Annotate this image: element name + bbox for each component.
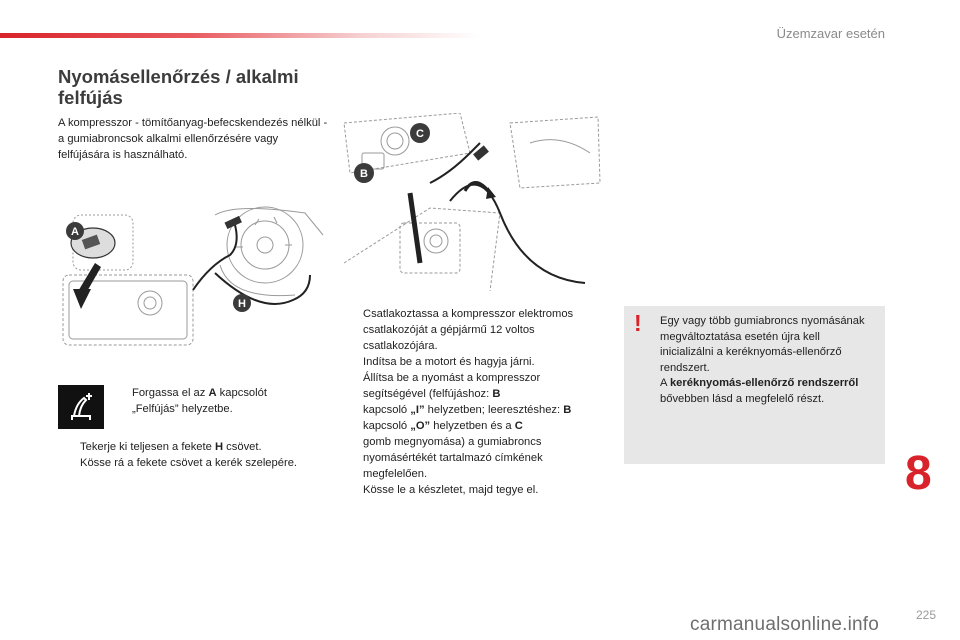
- compressor-wheel-illustration: [55, 205, 325, 355]
- inflation-mode-icon: [58, 385, 104, 429]
- header-accent-bar: [0, 33, 480, 38]
- warning-text: Egy vagy több gumiabroncs nyomásának megváltoztatása esetén újra kell inicializálni a keréknyomás-ellenőrző rendszert. A keréknyomás-ellenőrző rendszerről bővebben lásd a megfelelő részt.: [660, 315, 865, 405]
- warning-icon: !: [634, 310, 642, 336]
- page-heading: Nyomásellenőrzés / alkalmi felfújás: [58, 66, 299, 108]
- switch-step: [110, 385, 280, 417]
- bullet-marker-icon: [58, 455, 80, 471]
- list-item: Csatlakoztassa a kompresszor elektromos csatlakozóját a gépjármű 12 voltos csatlakozójára.: [341, 306, 606, 354]
- list-item: Kösse rá a fekete csövet a kerék szelepére.: [58, 455, 333, 471]
- page-number: 225: [915, 608, 936, 622]
- bullet-marker-icon: [58, 439, 80, 455]
- intro-paragraph: A kompresszor - tömítőanyag-befecskendezés nélkül - a gumiabroncsok alkalmi ellenőrzésére vagy felfújására is használható.: [58, 117, 328, 161]
- list-item: Állítsa be a nyomást a kompresszor segítségével (felfújáshoz: B kapcsoló „I” helyzetben; leeresztéshez: B kapcsoló „O” helyzetben és a C gomb megnyomása) a gumiabroncs nyomásértékét tartalmazó címkének megfelelően.: [341, 370, 606, 482]
- hose-steps: [58, 439, 333, 471]
- switch-step-text: Forgassa el az A kapcsolót „Felfújás” helyzetbe.: [132, 387, 267, 415]
- section-title: Üzemzavar esetén: [776, 26, 885, 41]
- compressor-socket-illustration: [340, 113, 602, 293]
- bullet-marker-icon: [341, 482, 363, 498]
- label-a: A: [71, 226, 79, 238]
- warning-box: [624, 306, 885, 464]
- list-item: Tekerje ki teljesen a fekete H csövet.: [58, 439, 333, 455]
- procedure-steps: [341, 306, 606, 498]
- label-b: B: [360, 168, 368, 180]
- bullet-marker-icon: [341, 354, 363, 370]
- chapter-number: 8: [905, 447, 932, 500]
- list-item: Indítsa be a motort és hagyja járni.: [341, 354, 606, 370]
- bullet-marker-icon: [341, 306, 363, 354]
- bullet-marker-icon: [110, 385, 132, 417]
- list-item: Kösse le a készletet, majd tegye el.: [341, 482, 606, 498]
- watermark: carmanualsonline.info: [690, 614, 880, 635]
- label-h: H: [238, 298, 246, 310]
- label-c: C: [416, 128, 424, 140]
- bullet-marker-icon: [341, 370, 363, 482]
